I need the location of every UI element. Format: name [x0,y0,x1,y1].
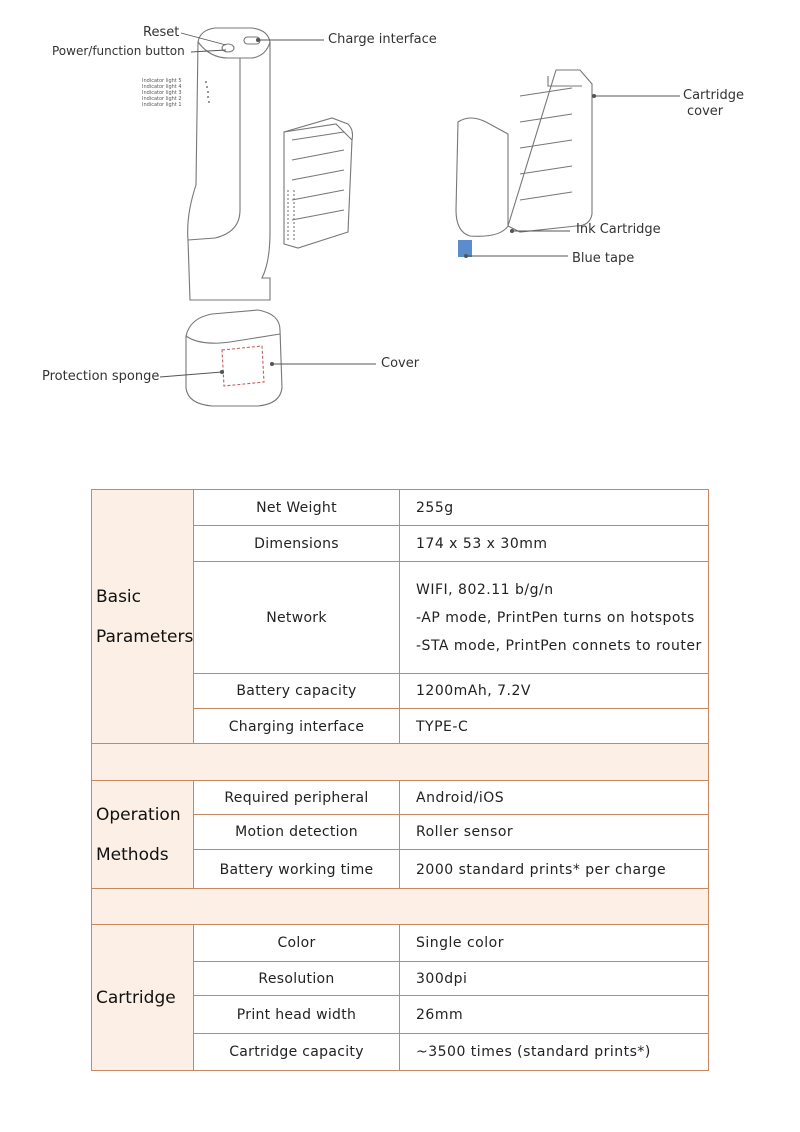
row-key: Dimensions [194,526,400,561]
value-line: 300dpi [416,970,468,987]
row-key: Color [194,925,400,961]
group-title [92,925,194,1070]
cover-cap [186,310,282,406]
label-reset: Reset [143,25,180,40]
group-title-line: Cartridge [96,987,176,1008]
group-title [92,781,194,888]
table-row [194,562,708,674]
row-key: Motion detection [194,815,400,849]
row-value [400,815,708,849]
table-row [194,490,708,526]
spec-table [91,489,709,1071]
product-diagram [0,0,800,430]
value-line: -STA mode, PrintPen connets to router [416,637,702,654]
group-title-line: Basic [96,586,142,607]
group-title-line: Parameters [96,626,194,647]
value-line: WIFI, 802.11 b/g/n [416,581,554,598]
label-indicator-3: Indicator light 3 [142,90,182,96]
row-value [400,562,708,673]
section-spacer [92,889,708,925]
row-value [400,996,708,1033]
row-key: Resolution [194,962,400,995]
row-value [400,925,708,961]
group-title [92,490,194,743]
label-cover: Cover [381,356,420,371]
row-key: Print head width [194,996,400,1033]
label-indicator-1: Indicator light 1 [142,102,182,108]
cartridge-cover-assembly [456,70,592,236]
value-line: Android/iOS [416,789,505,806]
row-key: Net Weight [194,490,400,525]
label-indicator-2: Indicator light 2 [142,96,182,102]
label-cartridge-cover-line2: cover [687,104,724,119]
row-key: Required peripheral [194,781,400,814]
label-ink-cartridge: Ink Cartridge [576,222,661,237]
group-title-line: Methods [96,844,169,865]
row-key: Charging interface [194,709,400,744]
section-spacer [92,744,708,781]
row-key: Battery capacity [194,674,400,708]
row-value [400,490,708,525]
table-row [194,996,708,1034]
spec-group-cartridge [92,925,708,1070]
row-value [400,526,708,561]
table-row [194,925,708,962]
pen-body [188,28,270,300]
value-line: 174 x 53 x 30mm [416,535,548,552]
value-line: ~3500 times (standard prints*) [416,1044,651,1060]
value-line: Roller sensor [416,824,514,840]
row-value [400,962,708,995]
label-cartridge-cover-line1: Cartridge [683,88,744,103]
table-row [194,526,708,562]
value-line: Single color [416,935,504,951]
row-key: Network [194,562,400,673]
label-indicator-4: Indicator light 4 [142,84,182,90]
label-indicator-5: Indicator light 5 [142,78,182,84]
row-value [400,709,708,744]
row-key: Battery working time [194,850,400,889]
table-row [194,674,708,709]
value-line: 1200mAh, 7.2V [416,683,531,699]
cartridge-module [284,118,353,248]
spec-group-operation-methods [92,781,708,889]
value-line: 2000 standard prints* per charge [416,861,667,878]
label-blue-tape: Blue tape [572,251,635,266]
value-line: 255g [416,499,454,516]
table-row [194,815,708,850]
label-protection-sponge: Protection sponge [42,369,160,384]
label-power-button: Power/function button [52,44,185,58]
row-value [400,674,708,708]
table-row [194,1034,708,1070]
value-line: -AP mode, PrintPen turns on hotspots [416,609,695,626]
row-value [400,781,708,814]
table-row [194,709,708,744]
table-row [194,781,708,815]
row-value [400,850,708,889]
row-value [400,1034,708,1070]
label-charge-interface: Charge interface [328,32,437,47]
table-row [194,962,708,996]
group-title-line: Operation [96,804,181,825]
value-line: TYPE-C [416,718,469,735]
spec-group-basic-parameters [92,490,708,744]
table-row [194,850,708,889]
value-line: 26mm [416,1006,464,1023]
row-key: Cartridge capacity [194,1034,400,1070]
